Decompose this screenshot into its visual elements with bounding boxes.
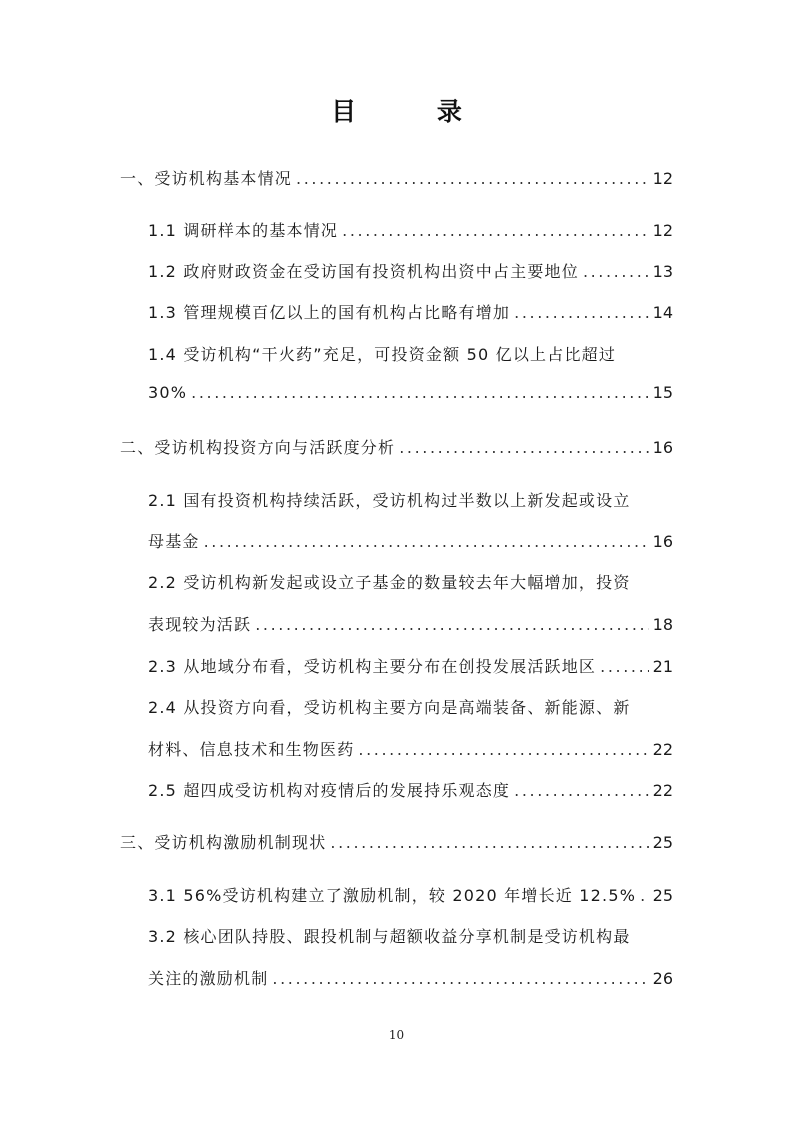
toc-entry-2-2-line1[interactable]: 2.2 受访机构新发起或设立子基金的数量较去年大幅增加，投资 (148, 573, 631, 592)
toc-entry-1-4[interactable]: 30% ..... 15 (148, 383, 673, 402)
leader-dots (272, 969, 648, 988)
toc-page-number: 22 (652, 740, 673, 759)
leader-dots (296, 169, 649, 188)
toc-page-number: 26 (652, 969, 673, 988)
leader-dots (191, 383, 648, 402)
page-number: 10 (388, 1028, 405, 1042)
leader-dots (330, 833, 648, 852)
toc-page-number: 21 (652, 657, 673, 676)
toc-page-number: 25 (652, 886, 673, 905)
leader-dots (640, 886, 649, 905)
toc-entry-3-2[interactable]: 关注的激励机制 ..... 26 (148, 966, 673, 989)
toc-entry-2-5[interactable]: 2.5 超四成受访机构对疫情后的发展持乐观态度 ..... 22 (148, 778, 673, 801)
toc-title: 目 录 (331, 97, 498, 126)
leader-dots (204, 532, 649, 551)
toc-entry-2-3[interactable]: 2.3 从地域分布看，受访机构主要分布在创投发展活跃地区 ..... 21 (148, 654, 673, 677)
leader-dots (399, 438, 648, 457)
leader-dots (342, 221, 649, 240)
toc-entry-1-1[interactable]: 1.1 调研样本的基本情况 ..... 12 (148, 218, 673, 241)
toc-entry-3-2-line1[interactable]: 3.2 核心团队持股、跟投机制与超额收益分享机制是受访机构最 (148, 927, 631, 946)
toc-page-number: 15 (652, 383, 673, 402)
toc-page-number: 14 (652, 303, 673, 322)
toc-entry-1-3[interactable]: 1.3 管理规模百亿以上的国有机构占比略有增加 ..... 14 (148, 300, 673, 323)
leader-dots (358, 740, 648, 759)
toc-entry-section-1[interactable]: 一、受访机构基本情况 ..... 12 (120, 166, 673, 189)
toc-page-number: 13 (652, 262, 673, 281)
toc-page-number: 12 (652, 221, 673, 240)
leader-dots (583, 262, 649, 281)
toc-entry-2-1[interactable]: 母基金 ..... 16 (148, 529, 673, 552)
leader-dots (600, 657, 649, 676)
leader-dots (255, 615, 648, 634)
toc-entry-1-4-line1[interactable]: 1.4 受访机构“干火药”充足，可投资金额 50 亿以上占比超过 (148, 345, 617, 364)
toc-page-number: 18 (652, 615, 673, 634)
toc-entry-2-4-line1[interactable]: 2.4 从投资方向看，受访机构主要方向是高端装备、新能源、新 (148, 698, 631, 717)
toc-page-number: 12 (652, 169, 673, 188)
toc-entry-2-2[interactable]: 表现较为活跃 ..... 18 (148, 612, 673, 635)
toc-page-number: 16 (652, 532, 673, 551)
toc-page-number: 22 (652, 781, 673, 800)
toc-page-number: 25 (652, 833, 673, 852)
toc-entry-3-1[interactable]: 3.1 56%受访机构建立了激励机制，较 2020 年增长近 12.5% ..... 25 (148, 883, 673, 906)
toc-entry-section-2[interactable]: 二、受访机构投资方向与活跃度分析 ..... 16 (120, 435, 673, 458)
leader-dots (514, 781, 649, 800)
leader-dots (514, 303, 649, 322)
toc-entry-section-3[interactable]: 三、受访机构激励机制现状 ..... 25 (120, 830, 673, 853)
toc-entry-2-1-line1[interactable]: 2.1 国有投资机构持续活跃，受访机构过半数以上新发起或设立 (148, 491, 631, 510)
toc-entry-2-4[interactable]: 材料、信息技术和生物医药 ..... 22 (148, 737, 673, 760)
toc-page-number: 16 (652, 438, 673, 457)
toc-entry-1-2[interactable]: 1.2 政府财政资金在受访国有投资机构出资中占主要地位 ..... 13 (148, 259, 673, 282)
